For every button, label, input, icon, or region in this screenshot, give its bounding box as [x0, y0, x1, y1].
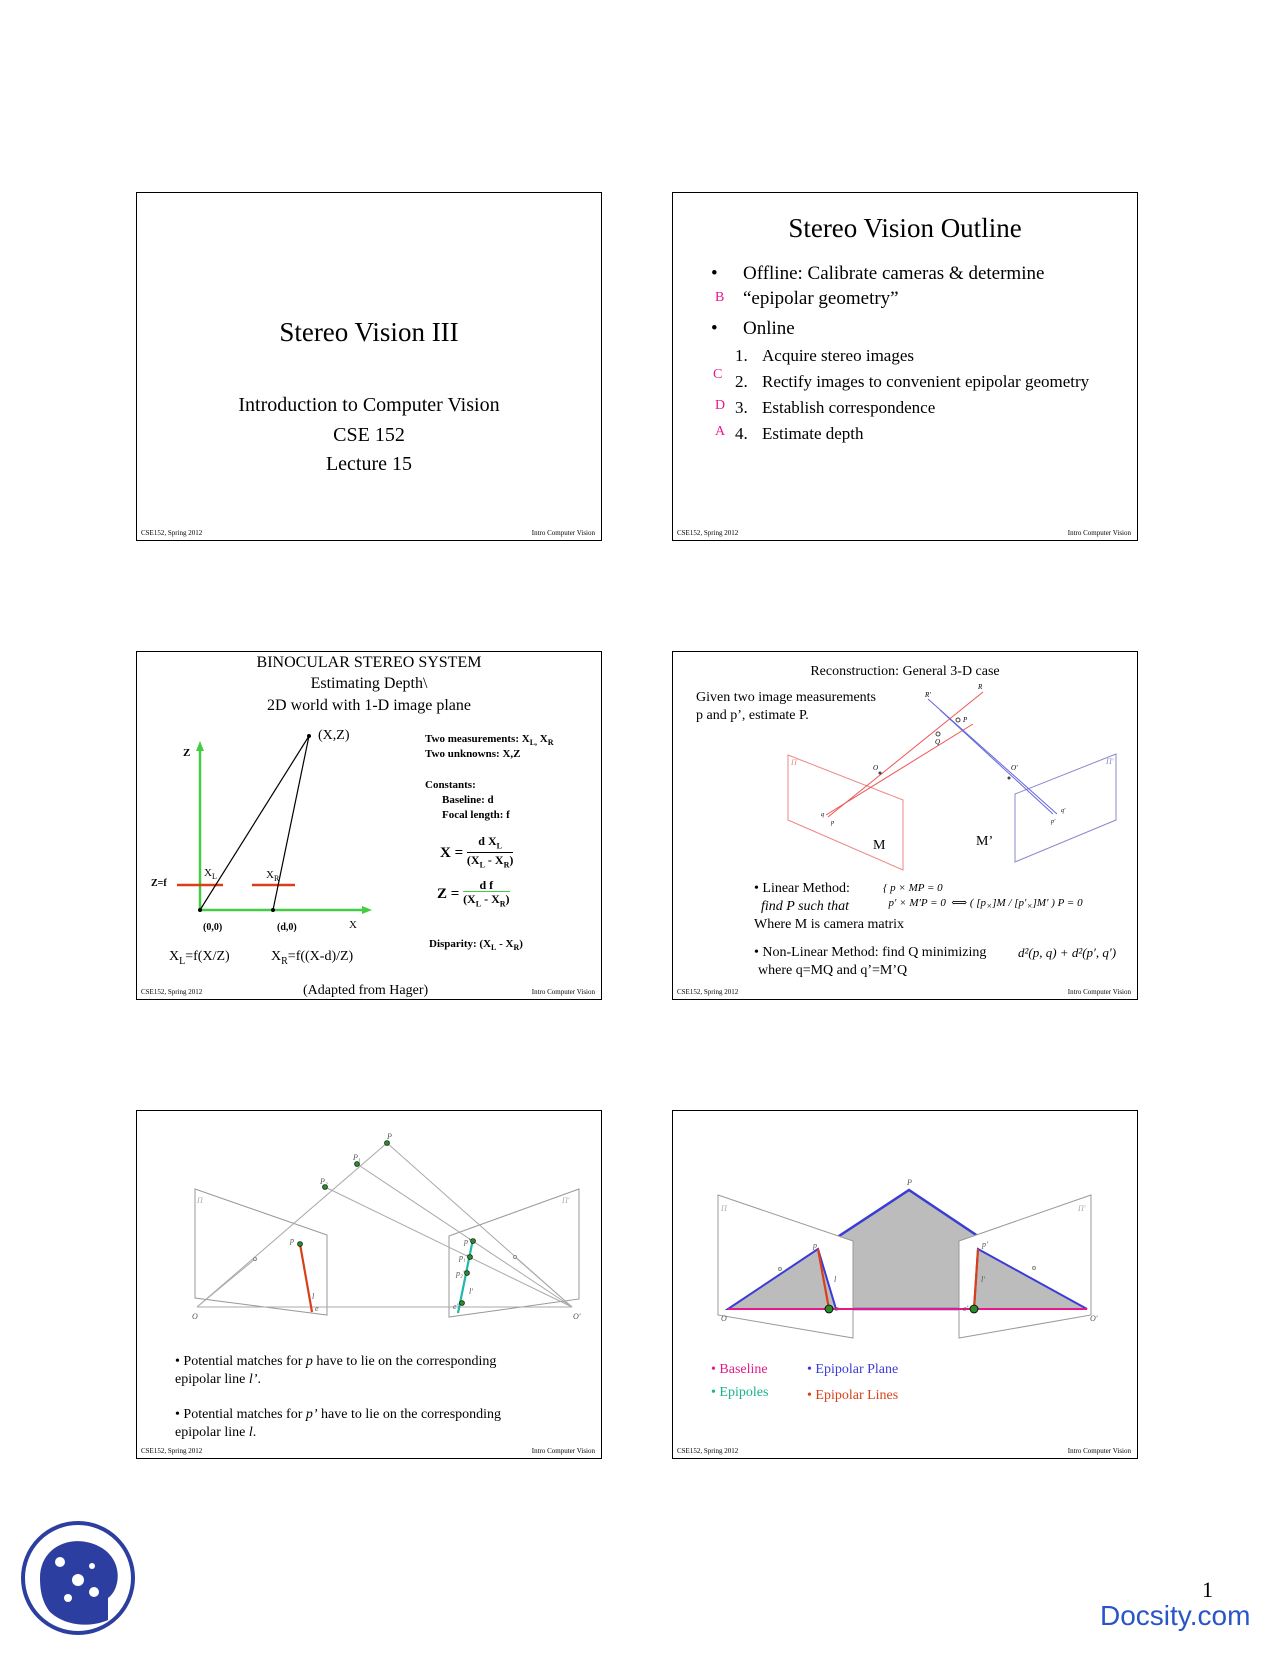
- slide-3-subtitle-1: Estimating Depth\: [310, 675, 428, 692]
- slide-4: [672, 651, 1138, 1000]
- svg-text:p: p: [290, 1236, 294, 1245]
- constants: Constants:: [425, 779, 476, 791]
- slide-1-line-2: CSE 152: [333, 424, 405, 446]
- where-q: where q=MQ and q’=M’Q: [758, 963, 908, 978]
- offline-line-2: “epipolar geometry”: [743, 288, 899, 309]
- nonlinear-method: • Non-Linear Method: find Q minimizing: [754, 945, 987, 960]
- slide-3-subtitle-2: 2D world with 1-D image plane: [267, 697, 471, 714]
- footer-right: Intro Computer Vision: [1067, 1447, 1131, 1455]
- camera-m: M: [873, 838, 886, 853]
- baseline: Baseline: d: [442, 794, 494, 806]
- step-1: Acquire stereo images: [762, 346, 914, 365]
- svg-text:P₂: P₂: [320, 1177, 328, 1186]
- online-label: Online: [743, 318, 795, 339]
- svg-text:Π': Π': [1078, 1204, 1086, 1213]
- docsity-logo-icon: [20, 1520, 136, 1636]
- mark-b: B: [715, 290, 725, 305]
- unknowns: Two unknowns: X,Z: [425, 748, 521, 760]
- svg-text:p: p: [813, 1241, 817, 1250]
- bullet-dot: •: [711, 318, 718, 339]
- svg-text:P₁: P₁: [353, 1153, 361, 1162]
- footer-right: Intro Computer Vision: [1067, 988, 1131, 996]
- svg-text:e': e': [453, 1302, 459, 1311]
- zf-label: Z=f: [151, 878, 167, 889]
- svg-text:e: e: [315, 1304, 319, 1313]
- svg-text:l': l': [981, 1275, 985, 1284]
- given-line-1: Given two image measurements: [696, 690, 877, 705]
- svg-text:P: P: [387, 1132, 392, 1141]
- docsity-brand-link[interactable]: Docsity.com: [1100, 1600, 1251, 1631]
- svg-text:p': p': [1051, 819, 1056, 825]
- step-num-3: 3.: [735, 398, 748, 417]
- given-line-2: p and p’, estimate P.: [696, 708, 809, 723]
- slide-2: [672, 192, 1138, 541]
- footer-right: Intro Computer Vision: [1067, 529, 1131, 537]
- slide-1-line-3: Lecture 15: [325, 453, 413, 475]
- step-3: Establish correspondence: [762, 398, 936, 417]
- svg-text:e: e: [835, 1304, 839, 1313]
- camera-m-prime: M’: [976, 834, 994, 849]
- svg-text:O': O': [573, 1312, 581, 1321]
- svg-text:e': e': [963, 1304, 969, 1313]
- xr-label: $X_R$: [266, 869, 280, 884]
- footer-right: Intro Computer Vision: [531, 529, 595, 537]
- svg-text:O': O': [1011, 764, 1018, 772]
- svg-text:P: P: [963, 716, 968, 724]
- slide-4-title: Reconstruction: General 3-D case: [810, 664, 1000, 679]
- slide-3-title: BINOCULAR STEREO SYSTEM: [256, 654, 482, 671]
- svg-text:O: O: [192, 1312, 198, 1321]
- bullet-dot: •: [711, 263, 718, 284]
- footer-left: CSE152, Spring 2012: [141, 1447, 203, 1455]
- xl-label: $X_L$: [204, 867, 217, 882]
- svg-text:O': O': [1090, 1314, 1098, 1323]
- slide-1-line-1: Introduction to Computer Vision: [238, 394, 500, 416]
- svg-text:O: O: [721, 1314, 727, 1323]
- match-note-2: • Potential matches for p’ have to lie on the corresponding: [175, 1407, 502, 1422]
- step-num-1: 1.: [735, 346, 748, 365]
- slide-1-title: Stereo Vision III: [279, 317, 459, 347]
- svg-text:l: l: [312, 1292, 315, 1301]
- x-formula: $X = \frac{d X_L}{(X_L - X_R)}$: [440, 834, 514, 870]
- mark-c: C: [713, 367, 723, 382]
- page-number: 1: [1202, 1577, 1213, 1602]
- svg-text:Q: Q: [935, 738, 941, 746]
- match-note-1b: epipolar line l’.: [175, 1372, 261, 1387]
- svg-text:O: O: [873, 764, 879, 772]
- x-axis-label: X: [349, 919, 357, 931]
- footer-left: CSE152, Spring 2012: [141, 988, 203, 996]
- find-p: find P such that: [761, 899, 850, 914]
- svg-text:Π: Π: [197, 1196, 203, 1205]
- z-formula: $Z = \frac{\text{d f}}{(X_L - X_R)}$: [437, 878, 510, 909]
- match-note-1: • Potential matches for p have to lie on the corresponding: [175, 1354, 497, 1369]
- measurements: Two measurements: $X_{L,}$ $X_R$: [425, 733, 554, 748]
- svg-text:p: p: [831, 820, 834, 826]
- offline-line-1: Offline: Calibrate cameras & determine: [743, 263, 1045, 284]
- legend-epipoles: • Epipoles: [711, 1385, 769, 1400]
- svg-text:R: R: [978, 683, 983, 691]
- step-num-2: 2.: [735, 372, 748, 391]
- linear-equations: { p × MP = 0 p′ × M′P = 0 ⟺ ( $[p_\times]M / [p'_\times]M'$ ) P = 0: [883, 882, 1083, 912]
- svg-text:p': p': [982, 1240, 988, 1249]
- slide-5: [136, 1110, 602, 1459]
- epipolar-plane-diagram: [673, 1111, 1138, 1459]
- footer-left: CSE152, Spring 2012: [677, 529, 739, 537]
- origin-label: (0,0): [203, 922, 223, 933]
- mark-d: D: [715, 398, 726, 413]
- camera-matrix-note: Where M is camera matrix: [754, 917, 905, 932]
- slide-3: [136, 651, 602, 1000]
- step-num-4: 4.: [735, 424, 748, 443]
- svg-text:p₁': p₁': [459, 1253, 468, 1262]
- footer-left: CSE152, Spring 2012: [677, 988, 739, 996]
- credit: (Adapted from Hager): [303, 983, 429, 998]
- svg-text:Π': Π': [562, 1196, 570, 1205]
- z-axis-label: Z: [183, 747, 191, 759]
- xr-equation: $X_R=f((X-d)/Z)$: [271, 949, 354, 967]
- legend-epipolar-lines: • Epipolar Lines: [807, 1388, 899, 1403]
- svg-text:q': q': [1061, 808, 1066, 814]
- svg-text:l': l': [469, 1287, 473, 1296]
- footer-right: Intro Computer Vision: [531, 1447, 595, 1455]
- legend-epipolar-plane: • Epipolar Plane: [807, 1362, 899, 1377]
- focal-length: Focal length: f: [442, 809, 510, 821]
- svg-text:Π: Π: [721, 1204, 727, 1213]
- svg-text:P: P: [907, 1178, 912, 1187]
- mark-a: A: [715, 424, 726, 439]
- step-2: Rectify images to convenient epipolar geometry: [762, 372, 1090, 391]
- svg-text:R': R': [925, 691, 931, 699]
- footer-left: CSE152, Spring 2012: [141, 529, 203, 537]
- svg-text:Π: Π: [791, 758, 797, 767]
- d-label: (d,0): [277, 922, 297, 933]
- match-note-2b: epipolar line l.: [175, 1425, 257, 1440]
- slide-1: [136, 192, 602, 541]
- svg-text:q: q: [821, 812, 824, 818]
- xl-equation: $X_L=f(X/Z)$: [169, 949, 230, 967]
- nonlinear-formula: d²(p, q) + d²(p′, q′): [1018, 945, 1117, 960]
- step-4: Estimate depth: [762, 424, 864, 443]
- linear-method: • Linear Method:: [754, 881, 850, 896]
- svg-text:p': p': [464, 1237, 470, 1246]
- svg-text:l: l: [834, 1275, 837, 1284]
- slide-2-title: Stereo Vision Outline: [788, 213, 1022, 243]
- footer-left: CSE152, Spring 2012: [677, 1447, 739, 1455]
- slide-6: [672, 1110, 1138, 1459]
- point-label: (X,Z): [318, 728, 350, 743]
- legend-baseline: • Baseline: [711, 1362, 768, 1377]
- svg-text:p₂': p₂': [456, 1269, 465, 1278]
- footer-right: Intro Computer Vision: [531, 988, 595, 996]
- disparity: Disparity: $(X_L - X_R)$: [429, 938, 523, 953]
- svg-text:Π': Π': [1106, 757, 1114, 766]
